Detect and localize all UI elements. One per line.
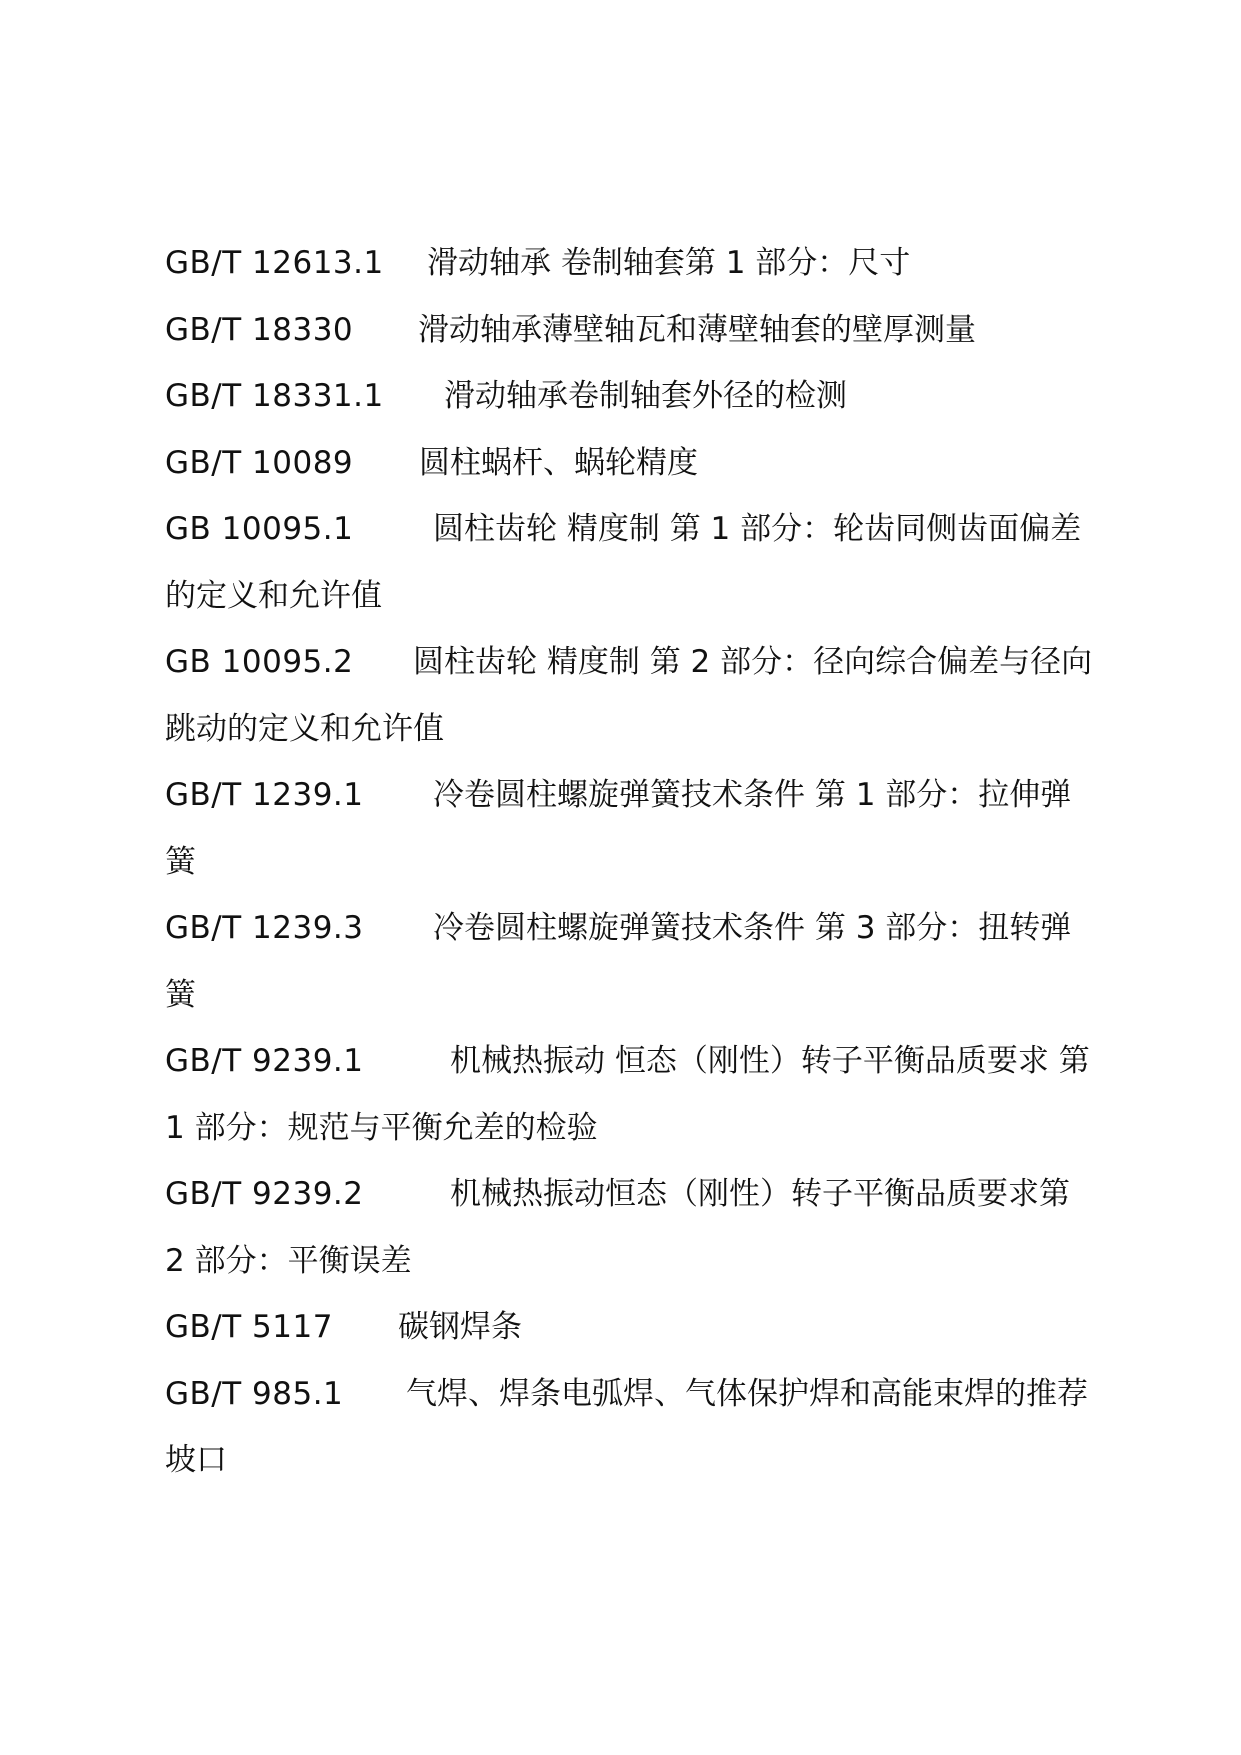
standard-title: 圆柱齿轮 精度制 第 1 部分：轮齿同侧齿面偏差的定义和允许值 xyxy=(165,511,1082,614)
standard-title: 机械热振动 恒态（刚性）转子平衡品质要求 第 1 部分：规范与平衡允差的检验 xyxy=(165,1043,1090,1146)
standard-entry xyxy=(165,629,1095,762)
standard-entry xyxy=(165,1294,1095,1361)
standard-title: 机械热振动恒态（刚性）转子平衡品质要求第 2 部分：平衡误差 xyxy=(165,1176,1070,1279)
standard-title: 滑动轴承薄壁轴瓦和薄壁轴套的壁厚测量 xyxy=(418,311,976,348)
standards-list xyxy=(165,230,1095,1494)
standard-entry xyxy=(165,496,1095,629)
standard-entry xyxy=(165,762,1095,895)
standard-code: GB/T 18331.1 xyxy=(165,378,384,414)
standard-entry xyxy=(165,1361,1095,1494)
standard-title: 碳钢焊条 xyxy=(398,1309,522,1345)
standard-entry xyxy=(165,297,1095,364)
standard-title: 冷卷圆柱螺旋弹簧技术条件 第 3 部分：扭转弹簧 xyxy=(165,910,1072,1013)
standard-entry xyxy=(165,1161,1095,1294)
standard-title: 圆柱齿轮 精度制 第 2 部分：径向综合偏差与径向跳动的定义和允许值 xyxy=(165,644,1093,747)
standard-entry xyxy=(165,895,1095,1028)
standard-title: 滑动轴承 卷制轴套第 1 部分：尺寸 xyxy=(427,245,911,281)
standard-title: 冷卷圆柱螺旋弹簧技术条件 第 1 部分：拉伸弹簧 xyxy=(165,777,1072,880)
standard-code: GB/T 10089 xyxy=(165,444,354,481)
standard-code: GB 10095.1 xyxy=(165,511,354,547)
standard-code: GB/T 12613.1 xyxy=(165,245,384,281)
standard-entry xyxy=(165,230,1095,297)
standard-entry xyxy=(165,1028,1095,1161)
standard-code: GB/T 18330 xyxy=(165,311,354,348)
standard-entry xyxy=(165,363,1095,430)
standard-code: GB/T 1239.3 xyxy=(165,910,364,946)
standard-code: GB/T 9239.1 xyxy=(165,1043,364,1079)
standard-code: GB/T 5117 xyxy=(165,1309,333,1345)
standard-title: 滑动轴承卷制轴套外径的检测 xyxy=(444,378,847,414)
standard-code: GB/T 1239.1 xyxy=(165,777,364,813)
standard-title: 气焊、焊条电弧焊、气体保护焊和高能束焊的推荐坡口 xyxy=(165,1375,1088,1478)
standard-code: GB/T 9239.2 xyxy=(165,1176,364,1212)
standard-title: 圆柱蜗杆、蜗轮精度 xyxy=(419,444,698,481)
standard-entry xyxy=(165,430,1095,497)
standard-code: GB/T 985.1 xyxy=(165,1375,344,1412)
standard-code: GB 10095.2 xyxy=(165,644,354,680)
